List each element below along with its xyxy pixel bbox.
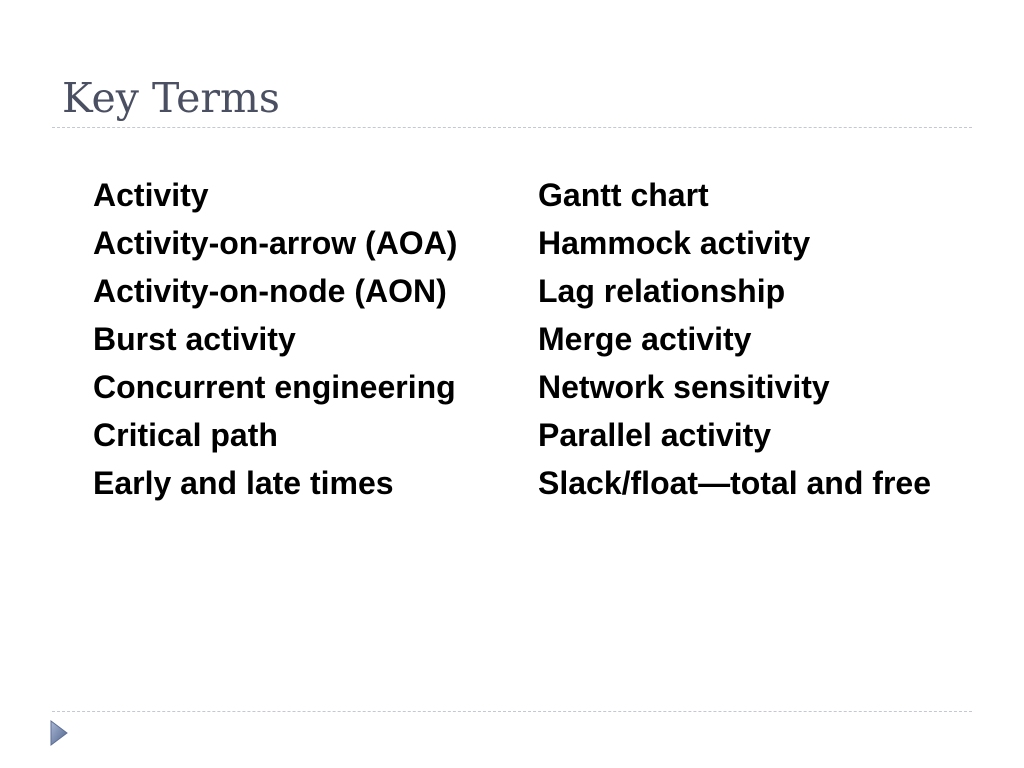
term-item: Early and late times (93, 465, 394, 501)
terms-left-column (93, 171, 457, 507)
term-item: Activity-on-node (AON) (93, 273, 447, 309)
triangle-right-shape (51, 721, 67, 745)
term-item: Slack/float—total and free (538, 465, 931, 501)
term-item: Lag relationship (538, 273, 786, 309)
term-item: Gantt chart (538, 177, 709, 213)
term-item: Parallel activity (538, 417, 772, 453)
term-item: Activity (93, 177, 209, 213)
title-divider (52, 127, 972, 128)
terms-right-column (538, 171, 931, 507)
term-item: Hammock activity (538, 225, 811, 261)
term-item: Merge activity (538, 321, 752, 357)
term-item: Critical path (93, 417, 278, 453)
slide-title: Key Terms (62, 74, 280, 122)
term-item: Concurrent engineering (93, 369, 456, 405)
term-item: Activity-on-arrow (AOA) (93, 225, 458, 261)
term-item: Network sensitivity (538, 369, 830, 405)
footer-divider (52, 711, 972, 712)
triangle-right-icon[interactable] (50, 720, 68, 746)
term-item: Burst activity (93, 321, 296, 357)
